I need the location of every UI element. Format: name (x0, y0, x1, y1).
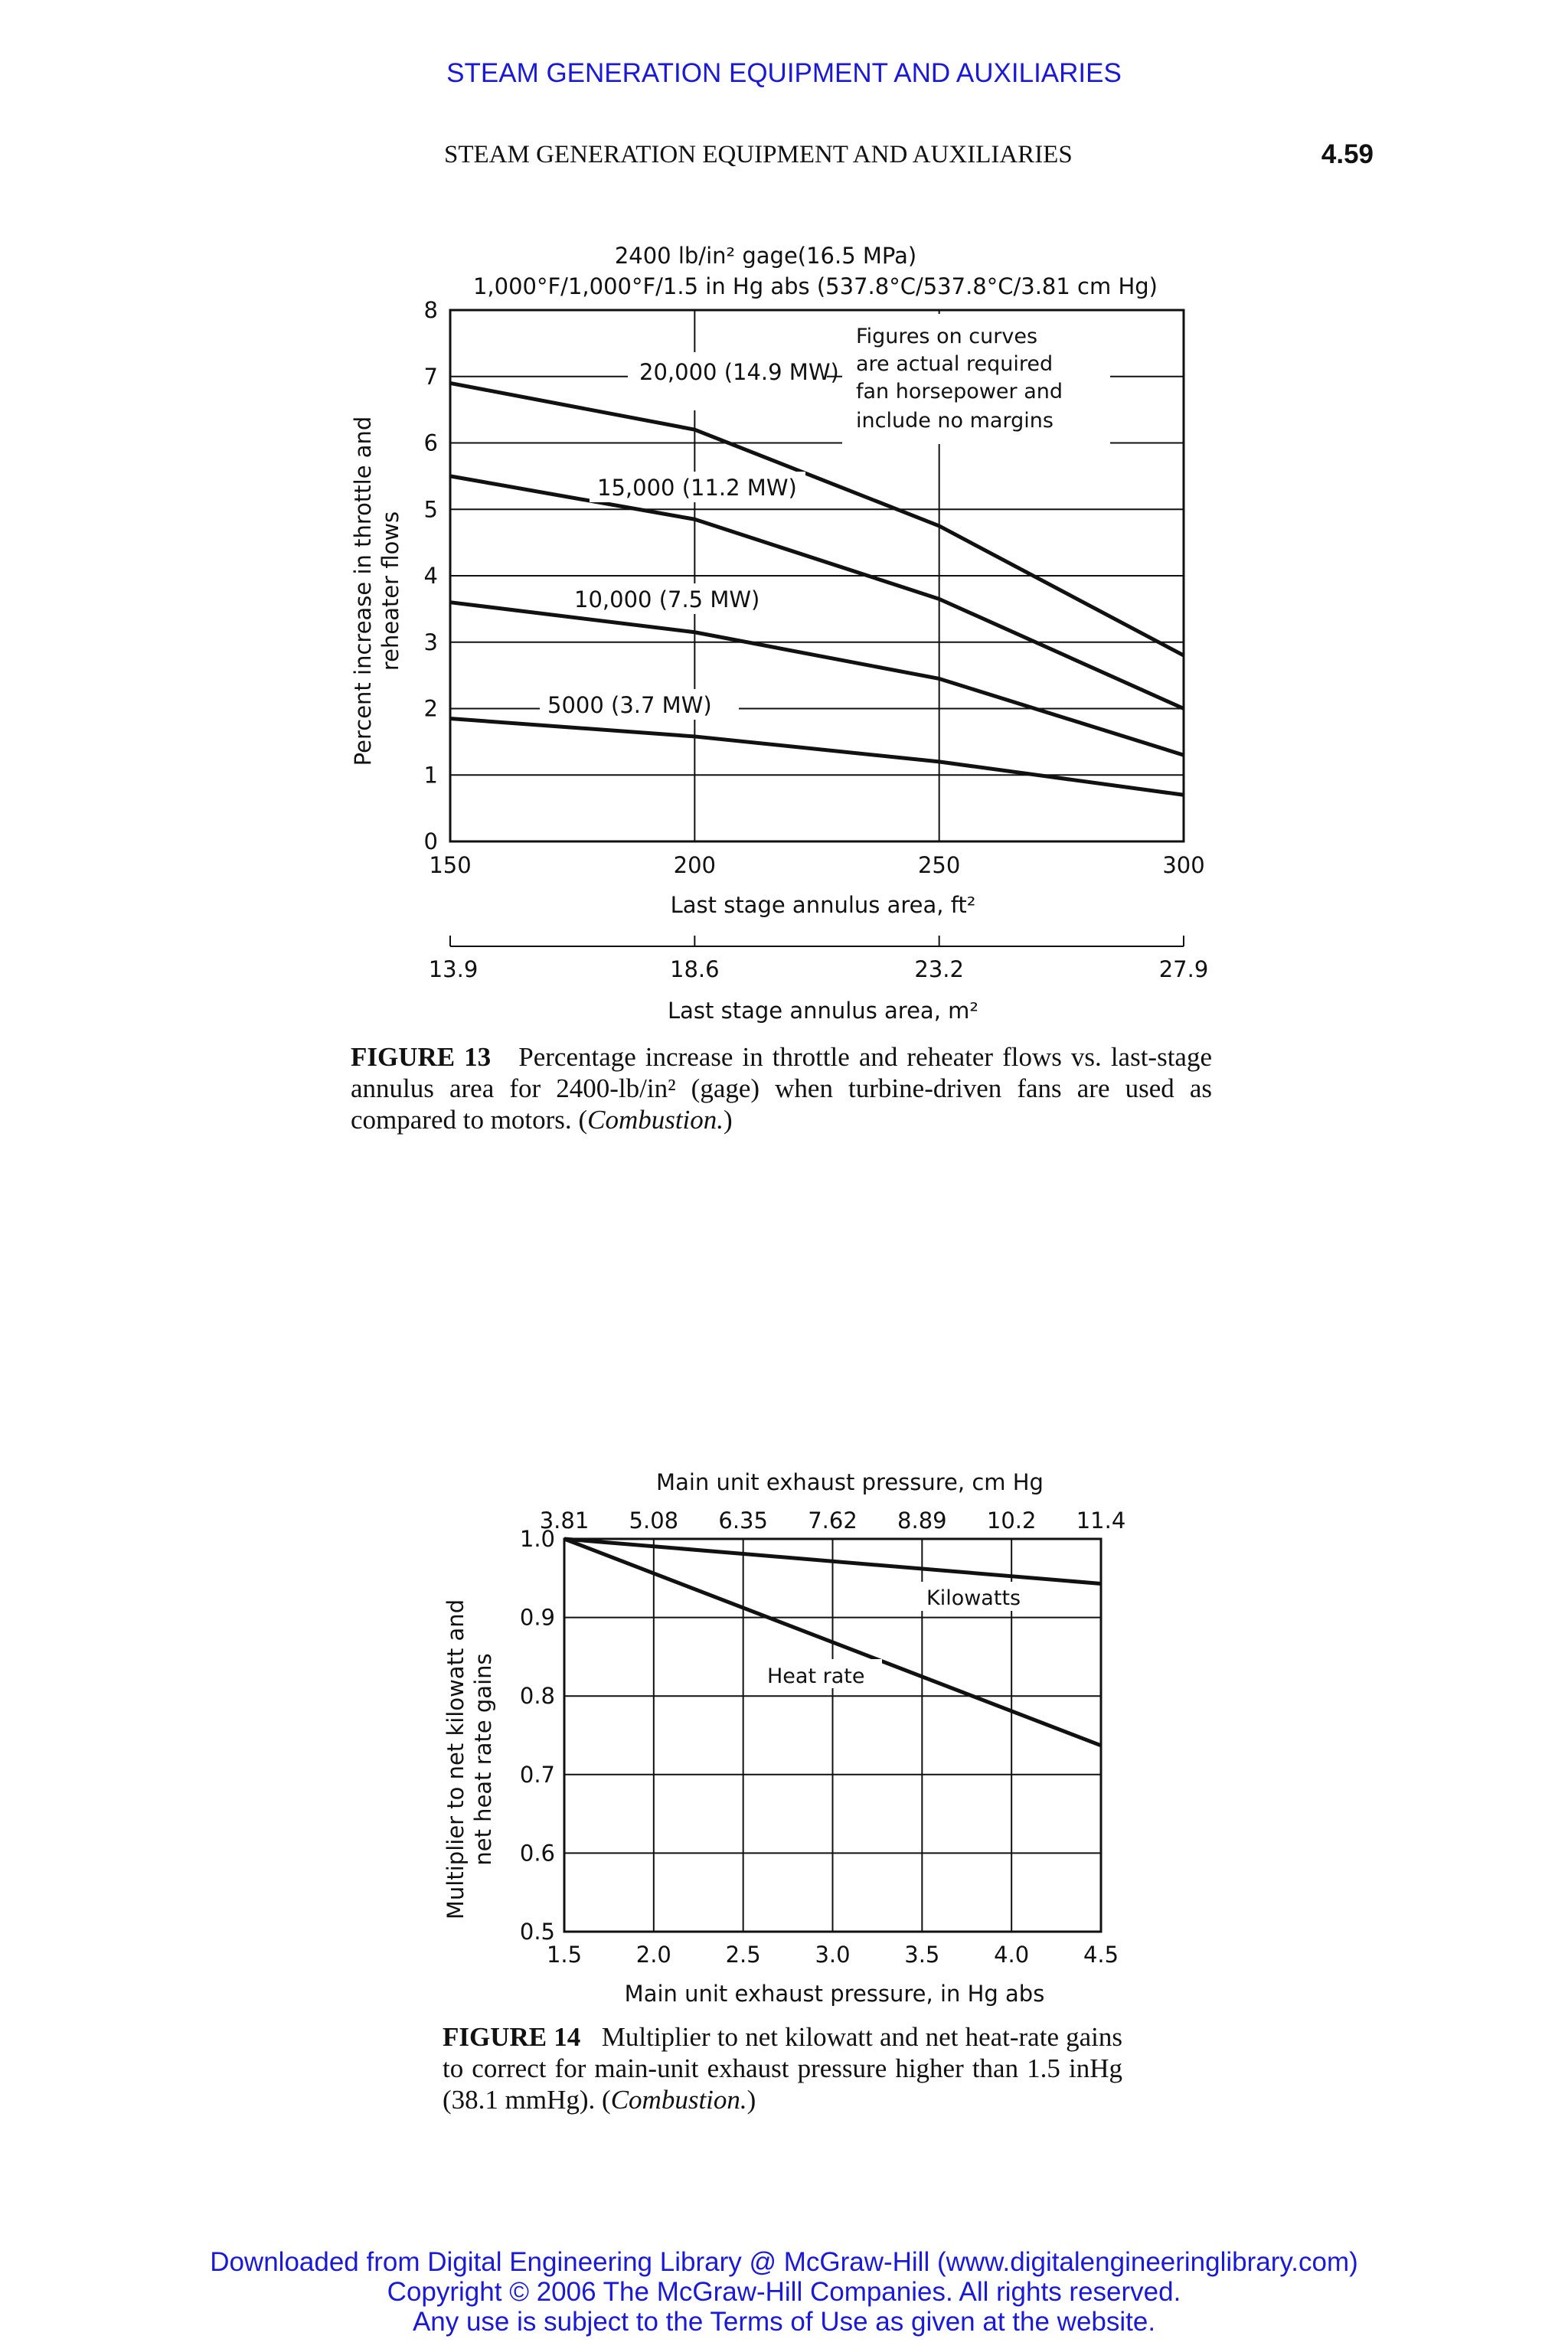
fig14-x-tick-label: 2.0 (635, 1942, 671, 1968)
fig14-top-tick-label: 5.08 (629, 1508, 679, 1534)
fig14-label-heatrate: Heat rate (767, 1664, 865, 1688)
running-head: STEAM GENERATION EQUIPMENT AND AUXILIARIES (444, 141, 1073, 168)
fig14-top-tick-label: 10.2 (986, 1508, 1037, 1534)
figure-13-label: FIGURE 13 (351, 1042, 492, 1072)
fig13-label-5000: 5000 (3.7 MW) (547, 692, 712, 718)
fig14-top-tick-label: 3.81 (539, 1508, 590, 1534)
fig13-x-tick-label: 250 (917, 852, 961, 878)
fig13-note-line2: are actual required (856, 352, 1054, 376)
fig13-label-10000: 10,000 (7.5 MW) (574, 586, 760, 612)
fig14-ylabel-line1: Multiplier to net kilowatt and (443, 1599, 469, 1920)
figure-14-source: Combustion. (610, 2085, 747, 2115)
fig13-title-line2: 1,000°F/1,000°F/1.5 in Hg abs (537.8°C/537.8°C/3.81 cm Hg) (472, 273, 1158, 299)
fig13-y-tick-label: 5 (423, 496, 438, 523)
fig13-y-tick-label: 1 (423, 762, 438, 789)
fig14-y-tick-label: 0.6 (519, 1840, 555, 1867)
fig13-ylabel-line1: Percent increase in throttle and (350, 416, 376, 766)
fig13-secondary-tick-label: 18.6 (670, 956, 720, 982)
top-banner: STEAM GENERATION EQUIPMENT AND AUXILIARIES (446, 58, 1122, 88)
fig14-label-kilowatts: Kilowatts (926, 1586, 1021, 1610)
fig14-xlabel: Main unit exhaust pressure, in Hg abs (624, 1981, 1045, 2007)
fig13-secondary-tick-label: 13.9 (428, 956, 479, 982)
fig13-secondary-tick-label: 23.2 (914, 956, 964, 982)
fig14-x-tick-label: 4.0 (994, 1942, 1030, 1968)
fig13-title-line1: 2400 lb/in² gage(16.5 MPa) (614, 243, 917, 269)
fig14-top-tick-label: 8.89 (897, 1508, 947, 1534)
fig13-xlabel: Last stage annulus area, ft² (670, 892, 976, 918)
footer-terms-line: Any use is subject to the Terms of Use as given at the website. (412, 2307, 1156, 2337)
fig13-y-tick-label: 8 (423, 297, 438, 323)
fig13-y-tick-label: 4 (423, 563, 438, 589)
fig14-top-axis-label: Main unit exhaust pressure, cm Hg (656, 1469, 1044, 1495)
fig13-y-tick-label: 2 (423, 695, 438, 722)
fig13-note-line3: fan horsepower and (856, 380, 1063, 403)
fig13-y-tick-label: 7 (423, 363, 438, 390)
fig14-y-tick-label: 1.0 (519, 1526, 555, 1552)
figure-14-caption: FIGURE 14 Multiplier to net kilowatt and net heat-rate gains to correct for main-unit exhaust pressure higher than 1.5 inHg (38.1 mmHg). (Combustion.) (443, 2022, 1123, 2115)
fig13-x-tick-label: 300 (1162, 852, 1205, 878)
fig13-secondary-tick-label: 27.9 (1158, 956, 1209, 982)
fig14-x-tick-label: 1.5 (546, 1942, 583, 1968)
fig13-x-tick-label: 200 (673, 852, 717, 878)
figure-13-caption: FIGURE 13 Percentage increase in throttle and reheater flows vs. last-stage annulus area for 2400-lb/in² (gage) when turbine-driven fans are used as compared to motors. (Combustion.) (351, 1042, 1212, 1135)
fig13-label-15000: 15,000 (11.2 MW) (597, 475, 797, 501)
fig14-x-tick-label: 4.5 (1083, 1942, 1119, 1968)
fig14-x-tick-label: 3.0 (815, 1942, 851, 1968)
figure-13-source: Combustion. (587, 1105, 724, 1135)
footer-download-line: Downloaded from Digital Engineering Library @ McGraw-Hill (www.digitalengineeringlibrary.com) (210, 2247, 1358, 2277)
page-number: 4.59 (1321, 139, 1374, 169)
page-footer (0, 2247, 1568, 2337)
footer-copyright-line: Copyright © 2006 The McGraw-Hill Companies. All rights reserved. (387, 2277, 1181, 2307)
fig13-note-line4: include no margins (856, 409, 1054, 433)
figure-14-label: FIGURE 14 (443, 2022, 581, 2052)
fig14-y-tick-label: 0.7 (519, 1761, 555, 1788)
fig14-y-tick-label: 0.5 (519, 1919, 555, 1945)
fig13-x-tick-label: 150 (429, 852, 472, 878)
fig13-label-20000-hp: 20,000 (14.9 MW) (639, 359, 839, 385)
fig13-ylabel-line2: reheater flows (377, 511, 403, 671)
fig14-ylabel-line2: net heat rate gains (470, 1653, 496, 1866)
fig14-top-tick-label: 11.4 (1076, 1508, 1126, 1534)
figure-13-caption-text: Percentage increase in throttle and reheater flows vs. last-stage annulus area for 2400-lb/in² (gage) when turbine-driven fans are used as compared to motors. (351, 1042, 1212, 1135)
fig14-top-tick-label: 6.35 (718, 1508, 768, 1534)
fig13-y-tick-label: 6 (423, 430, 438, 456)
fig13-secondary-xlabel: Last stage annulus area, m² (668, 998, 978, 1024)
fig14-x-tick-label: 2.5 (725, 1942, 761, 1968)
fig14-y-tick-label: 0.8 (519, 1683, 555, 1710)
fig14-top-tick-label: 7.62 (808, 1508, 858, 1534)
figure-14-caption-text: Multiplier to net kilowatt and net heat-rate gains to correct for main-unit exhaust pressure higher than 1.5 inHg (38.1 mmHg). (443, 2022, 1123, 2115)
fig14-x-tick-label: 3.5 (904, 1942, 940, 1968)
fig13-y-tick-label: 3 (423, 629, 438, 655)
fig14-y-tick-label: 0.9 (519, 1604, 555, 1631)
fig13-y-tick-label: 0 (423, 828, 438, 854)
fig13-note-line1: Figures on curves (856, 325, 1038, 348)
